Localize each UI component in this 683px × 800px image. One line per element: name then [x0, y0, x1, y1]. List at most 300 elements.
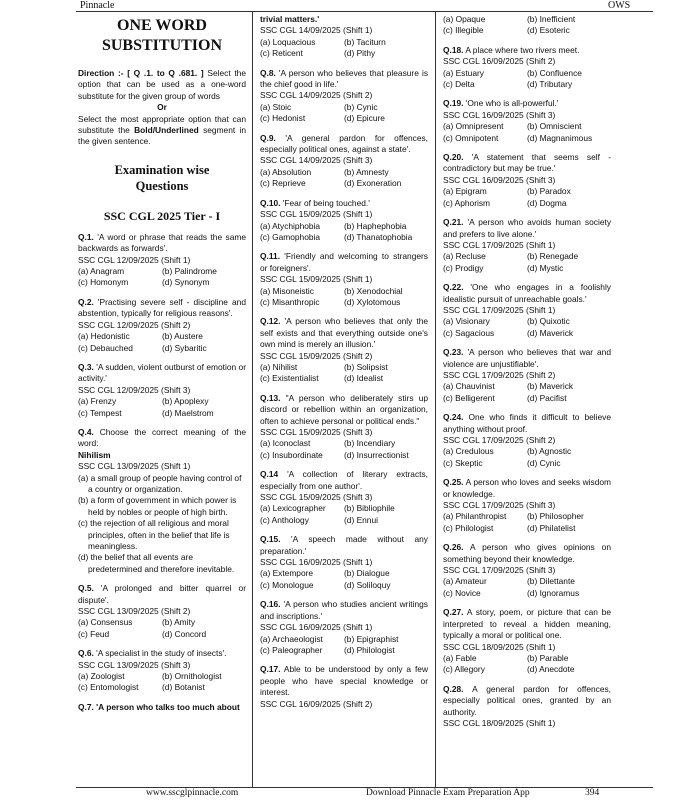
- question-number: Q.17.: [260, 664, 281, 675]
- footer-website: www.sscglpinnacle.com: [146, 788, 239, 798]
- question: [443, 45, 611, 91]
- page-number: 394: [585, 788, 600, 798]
- option: (c) Allegory: [443, 664, 485, 675]
- page-title-line-1: ONE WORD: [117, 17, 207, 34]
- option: (a) Recluse: [443, 251, 486, 262]
- options: [78, 617, 246, 640]
- question-number: Q.3.: [78, 361, 94, 372]
- direction-text-2c: segment in the given sentence.: [78, 125, 247, 147]
- direction-text-2b: Bold/Underlined: [134, 125, 199, 136]
- option: (c) Prodigy: [443, 262, 484, 273]
- option: (c) Reticent: [260, 48, 303, 59]
- question-prompt: A person who loves and seeks wisdom or knowledge.: [443, 477, 611, 499]
- option: (c) Aphorism: [443, 197, 491, 208]
- option: (a) Fable: [443, 652, 477, 663]
- exam-source: SSC CGL 17/09/2025 (Shift 2): [443, 369, 556, 380]
- exam-source: SSC CGL 16/09/2025 (Shift 2): [443, 56, 556, 67]
- direction-prefix: Direction :- [ Q .1. to Q .681. ]: [78, 68, 204, 78]
- question-text: [443, 347, 611, 370]
- question: [443, 347, 611, 404]
- page-title-line-2: SUBSTITUTION: [101, 37, 223, 54]
- question-prompt: 'A person who avoids human society and prefers to live alone.': [443, 217, 612, 239]
- options: [443, 186, 611, 209]
- option: (b) Parable: [527, 652, 569, 663]
- option: (b) Philosopher: [527, 511, 584, 522]
- question-text: [260, 469, 428, 492]
- question-text: [260, 393, 428, 427]
- question-text: [443, 282, 611, 305]
- option: (d) Synonym: [162, 277, 210, 288]
- exam-source: SSC CGL 14/09/2025 (Shift 3): [260, 155, 373, 166]
- question-text: [443, 152, 611, 175]
- exam-source: SSC CGL 15/09/2025 (Shift 3): [260, 427, 373, 437]
- options: [443, 14, 611, 37]
- exam-source: SSC CGL 16/09/2025 (Shift 1): [260, 622, 373, 633]
- option: (a) Opaque: [443, 14, 486, 24]
- question: [260, 469, 428, 526]
- options: [260, 438, 428, 461]
- option: (a) Hedonistic: [78, 331, 130, 342]
- exam-source: SSC CGL 15/09/2025 (Shift 1): [260, 274, 373, 285]
- exam-source: SSC CGL 17/09/2025 (Shift 2): [443, 435, 556, 445]
- question-prompt: "A person who deliberately stirs up discord or rebellion within an organization, often to achieve personal or political ends.": [260, 392, 429, 426]
- option: (a) Misoneistic: [260, 285, 314, 296]
- option: (c) Illegible: [443, 25, 484, 36]
- options: [260, 503, 428, 526]
- options: [260, 568, 428, 591]
- options: [443, 121, 611, 144]
- option: (b) Dialogue: [344, 568, 390, 579]
- question-text: [260, 599, 428, 622]
- option: (c) Novice: [443, 587, 481, 598]
- option: (b) Agnostic: [527, 446, 572, 457]
- question-prompt: One who finds it difficult to believe anything without proof.: [443, 412, 611, 434]
- exam-source: SSC CGL 13/09/2025 (Shift 2): [78, 606, 191, 617]
- question-number: Q.9.: [260, 132, 276, 143]
- option: (a) Visionary: [443, 316, 490, 327]
- question-prompt: 'One who is all-powerful.': [465, 98, 559, 109]
- column-2: [260, 14, 428, 710]
- option: (a) Loquacious: [260, 36, 316, 47]
- question: [260, 251, 428, 308]
- option: (c) Skeptic: [443, 457, 483, 468]
- option: (d) Maverick: [527, 327, 574, 338]
- exam-source: SSC CGL 16/09/2025 (Shift 1): [260, 557, 373, 568]
- question-number: Q.1.: [78, 231, 94, 242]
- question: [443, 477, 611, 534]
- question-prompt: 'A word or phrase that reads the same backwards as forwards'.: [78, 231, 246, 254]
- question: [78, 232, 246, 289]
- options: [443, 316, 611, 339]
- option: (c) Paleographer: [260, 644, 323, 655]
- question-prompt: 'Friendly and welcoming to strangers or foreigners'.: [260, 251, 428, 273]
- exam-source: SSC CGL 17/09/2025 (Shift 3): [443, 565, 556, 576]
- header-rule: [76, 11, 653, 12]
- question-number: Q.18.: [443, 44, 464, 55]
- question-number: Q.26.: [443, 542, 464, 553]
- direction-block: [78, 68, 246, 102]
- option: (a) Frenzy: [78, 396, 117, 407]
- question-word: Nihilism: [78, 449, 111, 460]
- question-prompt: 'Practising severe self - discipline and abstention, typically for religious reasons'.: [78, 296, 247, 319]
- question-number: Q.23.: [443, 347, 464, 358]
- option: (d) Esoteric: [527, 25, 570, 36]
- option: (c) Insubordinate: [260, 449, 323, 460]
- options: [443, 576, 611, 599]
- option: (c) Misanthropic: [260, 296, 320, 307]
- option: (b) Amity: [162, 617, 196, 628]
- options: [260, 221, 428, 244]
- question-prompt: Choose the correct meaning of the word:: [78, 426, 246, 449]
- question-text: [260, 198, 428, 209]
- question-number: Q.8.: [260, 67, 276, 78]
- question-text: [260, 14, 428, 25]
- exam-source: SSC CGL 16/09/2025 (Shift 2): [260, 698, 373, 709]
- option: (a) Anagram: [78, 266, 125, 277]
- exam-title: SSC CGL 2025 Tier - I: [103, 208, 221, 223]
- question-list: [78, 232, 246, 713]
- option: (c) the rejection of all religious and moral principles, often in the belief that life is meaningless.: [78, 518, 230, 551]
- question-number: Q.20.: [443, 152, 464, 163]
- question: [260, 133, 428, 190]
- option: (b) Inefficient: [527, 14, 576, 24]
- option: (d) Xylotomous: [344, 296, 401, 307]
- exam-source: SSC CGL 13/09/2025 (Shift 3): [78, 659, 191, 670]
- option: (a) Lexicographer: [260, 503, 326, 514]
- question-number: Q.19.: [443, 98, 464, 109]
- question-number: Q.10.: [260, 197, 281, 208]
- question: [260, 393, 428, 461]
- options: [78, 396, 246, 419]
- option: (d) Insurrectionist: [344, 449, 409, 460]
- question: [260, 68, 428, 125]
- question: [443, 542, 611, 599]
- option: (d) Botanist: [162, 682, 205, 693]
- option: (a) Amateur: [443, 576, 487, 587]
- question-text: [78, 297, 246, 320]
- option: (b) Amnesty: [344, 166, 389, 177]
- question-prompt: A general pardon for offences, especially political ones, granted by an authority.: [443, 683, 611, 717]
- option: (a) a small group of people having control of a country or organization.: [78, 472, 242, 494]
- question-prompt: Able to be understood by only a few people who have special knowledge or interest.: [260, 664, 428, 698]
- option: (b) Palindrome: [162, 266, 217, 277]
- exam-source: SSC CGL 15/09/2025 (Shift 1): [260, 209, 373, 220]
- question: [260, 14, 428, 60]
- option: (b) Quixotic: [527, 316, 570, 327]
- direction-block-2: [78, 114, 246, 148]
- header-brand: Pinnacle: [80, 0, 115, 11]
- options: [78, 671, 246, 694]
- question-text: [260, 68, 428, 91]
- option: (d) Tributary: [527, 79, 573, 90]
- exam-source: SSC CGL 15/09/2025 (Shift 2): [260, 350, 373, 361]
- question: [443, 152, 611, 209]
- option: (b) Incendiary: [344, 438, 396, 449]
- direction-text-2a: Select the most appropriate option that can substitute the: [78, 113, 246, 136]
- option: (b) Haphephobia: [344, 220, 407, 231]
- option: (b) Apoplexy: [162, 396, 209, 407]
- option: (d) Cynic: [527, 457, 561, 468]
- question-text: [78, 232, 246, 255]
- option: (a) Chauvinist: [443, 381, 495, 392]
- option: (b) Confluence: [527, 67, 582, 78]
- options: [443, 653, 611, 676]
- option: (d) Dogma: [527, 197, 567, 208]
- option: (a) Nihilist: [260, 361, 298, 372]
- question-text: [260, 316, 428, 350]
- question-prompt: 'A person who believes that war and violence are unjustifiable'.: [443, 347, 611, 369]
- option: (c) Homonym: [78, 277, 129, 288]
- option: (b) Ornithologist: [162, 671, 222, 682]
- question-prompt: trivial matters.': [260, 14, 320, 24]
- option: (d) Anecdote: [527, 664, 575, 675]
- question: [78, 583, 246, 640]
- question-prompt: 'A general pardon for offences, especially political ones, against a state'.: [260, 132, 429, 155]
- question: [260, 599, 428, 656]
- question-number: Q.21.: [443, 217, 464, 228]
- option: (b) a form of government in which power is held by nobles or people of high birth.: [78, 495, 237, 517]
- question-prompt: 'A specialist in the study of insects'.: [96, 648, 227, 659]
- option: (a) Zoologist: [78, 671, 125, 682]
- option: (c) Existentialist: [260, 373, 319, 384]
- question-number: Q.25.: [443, 477, 464, 488]
- question-number: Q.12.: [260, 316, 281, 327]
- question-text: [443, 45, 611, 56]
- options: [443, 446, 611, 469]
- option: (d) Epicure: [344, 113, 385, 124]
- exam-source: SSC CGL 16/09/2025 (Shift 3): [443, 109, 556, 120]
- question-prompt: 'Fear of being touched.': [282, 197, 370, 208]
- question: [260, 316, 428, 384]
- option: (b) Omniscient: [527, 121, 582, 132]
- option: (c) Belligerent: [443, 392, 495, 403]
- exam-source: SSC CGL 15/09/2025 (Shift 3): [260, 492, 373, 503]
- option: (a) Stoic: [260, 101, 292, 112]
- options: [260, 102, 428, 125]
- question: [443, 412, 611, 469]
- option: (d) Ennui: [344, 514, 378, 525]
- option: (a) Philanthropist: [443, 511, 507, 522]
- options: [443, 381, 611, 404]
- option: (b) Dilettante: [527, 576, 575, 587]
- exam-source: SSC CGL 17/09/2025 (Shift 1): [443, 304, 556, 315]
- question-prompt: 'A person who studies ancient writings and inscriptions.': [260, 599, 428, 621]
- option: (a) Omnipresent: [443, 121, 504, 132]
- option: (c) Tempest: [78, 407, 122, 418]
- option: (a) Absolution: [260, 166, 312, 177]
- option: (d) Thanatophobia: [344, 231, 413, 242]
- option: (d) Mystic: [527, 262, 564, 273]
- question-text: [260, 664, 428, 698]
- exam-source: SSC CGL 14/09/2025 (Shift 2): [260, 90, 373, 101]
- question-prompt: A place where two rivers meet.: [465, 44, 580, 55]
- question: [78, 427, 246, 575]
- question: [260, 198, 428, 244]
- question: [443, 14, 611, 37]
- question-text: [260, 251, 428, 274]
- question-text: [78, 583, 246, 606]
- question-list: [443, 14, 611, 729]
- question-number: Q.2.: [78, 296, 94, 307]
- option: (d) Idealist: [344, 373, 384, 384]
- option: (c) Anthology: [260, 514, 309, 525]
- option: (b) Xenodochial: [344, 285, 403, 296]
- option: (c) Entomologist: [78, 682, 139, 693]
- option: (b) Cynic: [344, 101, 378, 112]
- question: [78, 362, 246, 419]
- question-text: [443, 477, 611, 500]
- options: [260, 634, 428, 657]
- question-number: Q.22.: [443, 282, 464, 293]
- question-prompt: 'A prolonged and bitter quarrel or dispute'.: [78, 583, 246, 605]
- question: [443, 282, 611, 339]
- exam-source: SSC CGL 17/09/2025 (Shift 3): [443, 500, 556, 511]
- column-3: [443, 14, 611, 729]
- option: (b) Austere: [162, 331, 203, 342]
- question-prompt: 'A person who talks too much about: [96, 701, 240, 712]
- question-text: [443, 684, 611, 718]
- option: (a) Atychiphobia: [260, 220, 321, 231]
- question-text: [78, 648, 246, 659]
- option: (d) Exoneration: [344, 178, 402, 189]
- option: (d) Maelstrom: [162, 407, 214, 418]
- question-text: [260, 534, 428, 557]
- question: [443, 98, 611, 144]
- option: (d) Pithy: [344, 48, 376, 59]
- exam-source: SSC CGL 12/09/2025 (Shift 2): [78, 319, 191, 330]
- question-prompt: 'A collection of literary extracts, especially from one author'.: [260, 469, 428, 491]
- option: (c) Feud: [78, 628, 110, 639]
- direction-text-1: Select the option that can be used as a one-word substitute for the given group of words: [78, 68, 246, 101]
- question: [260, 664, 428, 710]
- option: (d) the belief that all events are predetermined and therefore inevitable.: [78, 552, 235, 574]
- option: (c) Omnipotent: [443, 132, 499, 143]
- options: [443, 68, 611, 91]
- question-number: Q.24.: [443, 412, 464, 423]
- exam-source: SSC CGL 17/09/2025 (Shift 1): [443, 239, 556, 250]
- question-prompt: A person who gives opinions on something beyond their knowledge.: [443, 542, 611, 564]
- question-number: Q.6.: [78, 648, 94, 659]
- option: (b) Bibliophile: [344, 503, 395, 514]
- option: (c) Debauched: [78, 342, 133, 353]
- options: [443, 511, 611, 534]
- option: (b) Maverick: [527, 381, 574, 392]
- option: (a) Extempore: [260, 568, 314, 579]
- option: (c) Hedonist: [260, 113, 306, 124]
- question-list: [260, 14, 428, 710]
- section-title: Examination wise Questions: [114, 162, 210, 193]
- option: (d) Philologist: [344, 644, 395, 655]
- option: (c) Reprieve: [260, 178, 306, 189]
- question-text: [443, 607, 611, 641]
- question-prompt: 'A statement that seems self - contradictory but may be true.': [443, 152, 612, 174]
- question-prompt: A story, poem, or picture that can be interpreted to reveal a hidden meaning, typically a moral or political one.: [443, 607, 611, 641]
- option: (c) Gamophobia: [260, 231, 321, 242]
- exam-source: SSC CGL 18/09/2025 (Shift 1): [443, 641, 556, 652]
- option: (a) Consensus: [78, 617, 133, 628]
- option: (b) Epigraphist: [344, 633, 399, 644]
- question-number: Q.4.: [78, 426, 94, 437]
- exam-source: SSC CGL 14/09/2025 (Shift 1): [260, 25, 373, 36]
- option: (d) Pacifist: [527, 392, 567, 403]
- options: [260, 286, 428, 309]
- options: [260, 167, 428, 190]
- question-number: Q.15.: [260, 534, 281, 545]
- options: [443, 251, 611, 274]
- exam-source: SSC CGL 12/09/2025 (Shift 1): [78, 254, 191, 265]
- question-number: Q.16.: [260, 599, 281, 610]
- exam-source: SSC CGL 12/09/2025 (Shift 3): [78, 384, 191, 395]
- options: [260, 37, 428, 60]
- options: [78, 331, 246, 354]
- question-prompt: 'A person who believes that pleasure is the chief good in life.': [260, 67, 429, 90]
- option: (d) Ignoramus: [527, 587, 580, 598]
- column-1: [78, 14, 246, 713]
- question: [443, 217, 611, 274]
- question-number: Q.14: [260, 469, 279, 480]
- option: (c) Sagacious: [443, 327, 495, 338]
- question-prompt: 'A person who believes that only the self exists and that everything outside one's own mind is merely an illusion.': [260, 316, 429, 350]
- header-topic: OWS: [608, 0, 631, 11]
- options: [78, 266, 246, 289]
- option: (a) Epigram: [443, 186, 487, 197]
- column-divider: [252, 12, 253, 787]
- question-number: Q.11.: [260, 251, 281, 262]
- exam-source: SSC CGL 18/09/2025 (Shift 1): [443, 717, 556, 728]
- question-prompt: 'One who engages in a foolishly idealistic pursuit of unreachable goals.': [443, 282, 611, 304]
- option: (a) Estuary: [443, 67, 484, 78]
- question: [78, 702, 246, 713]
- question-number: Q.7.: [78, 701, 94, 712]
- exam-source: SSC CGL 13/09/2025 (Shift 1): [78, 461, 191, 472]
- option: (c) Monologue: [260, 579, 314, 590]
- option: (d) Philatelist: [527, 522, 576, 533]
- option: (b) Solipsist: [344, 361, 388, 372]
- option: (d) Concord: [162, 628, 207, 639]
- question-text: [78, 427, 246, 450]
- question-number: Q.5.: [78, 583, 94, 594]
- question-text: [260, 133, 428, 156]
- question: [443, 684, 611, 730]
- question-text: [443, 98, 611, 109]
- option: (a) Archaeologist: [260, 633, 323, 644]
- column-divider: [435, 12, 436, 787]
- options: [260, 362, 428, 385]
- option: (b) Paradox: [527, 186, 571, 197]
- option: (b) Renegade: [527, 251, 579, 262]
- exam-source: SSC CGL 16/09/2025 (Shift 3): [443, 174, 556, 185]
- option: (a) Iconoclast: [260, 438, 311, 449]
- question-number: Q.13.: [260, 392, 281, 403]
- option: (d) Magnanimous: [527, 132, 593, 143]
- option: (b) Taciturn: [344, 36, 386, 47]
- question-prompt: 'A sudden, violent outburst of emotion or activity.': [78, 361, 246, 384]
- option: (d) Sybaritic: [162, 342, 207, 353]
- question-text: [443, 217, 611, 240]
- question-text: [78, 362, 246, 385]
- question-text: [78, 702, 246, 713]
- question: [78, 297, 246, 354]
- question: [78, 648, 246, 694]
- option: (c) Delta: [443, 79, 475, 90]
- option: (a) Credulous: [443, 446, 494, 457]
- question-number: Q.28.: [443, 683, 464, 694]
- option: (d) Soliloquy: [344, 579, 391, 590]
- question: [260, 534, 428, 591]
- question-text: [443, 542, 611, 565]
- direction-or: Or: [157, 102, 167, 113]
- question-text: [443, 412, 611, 435]
